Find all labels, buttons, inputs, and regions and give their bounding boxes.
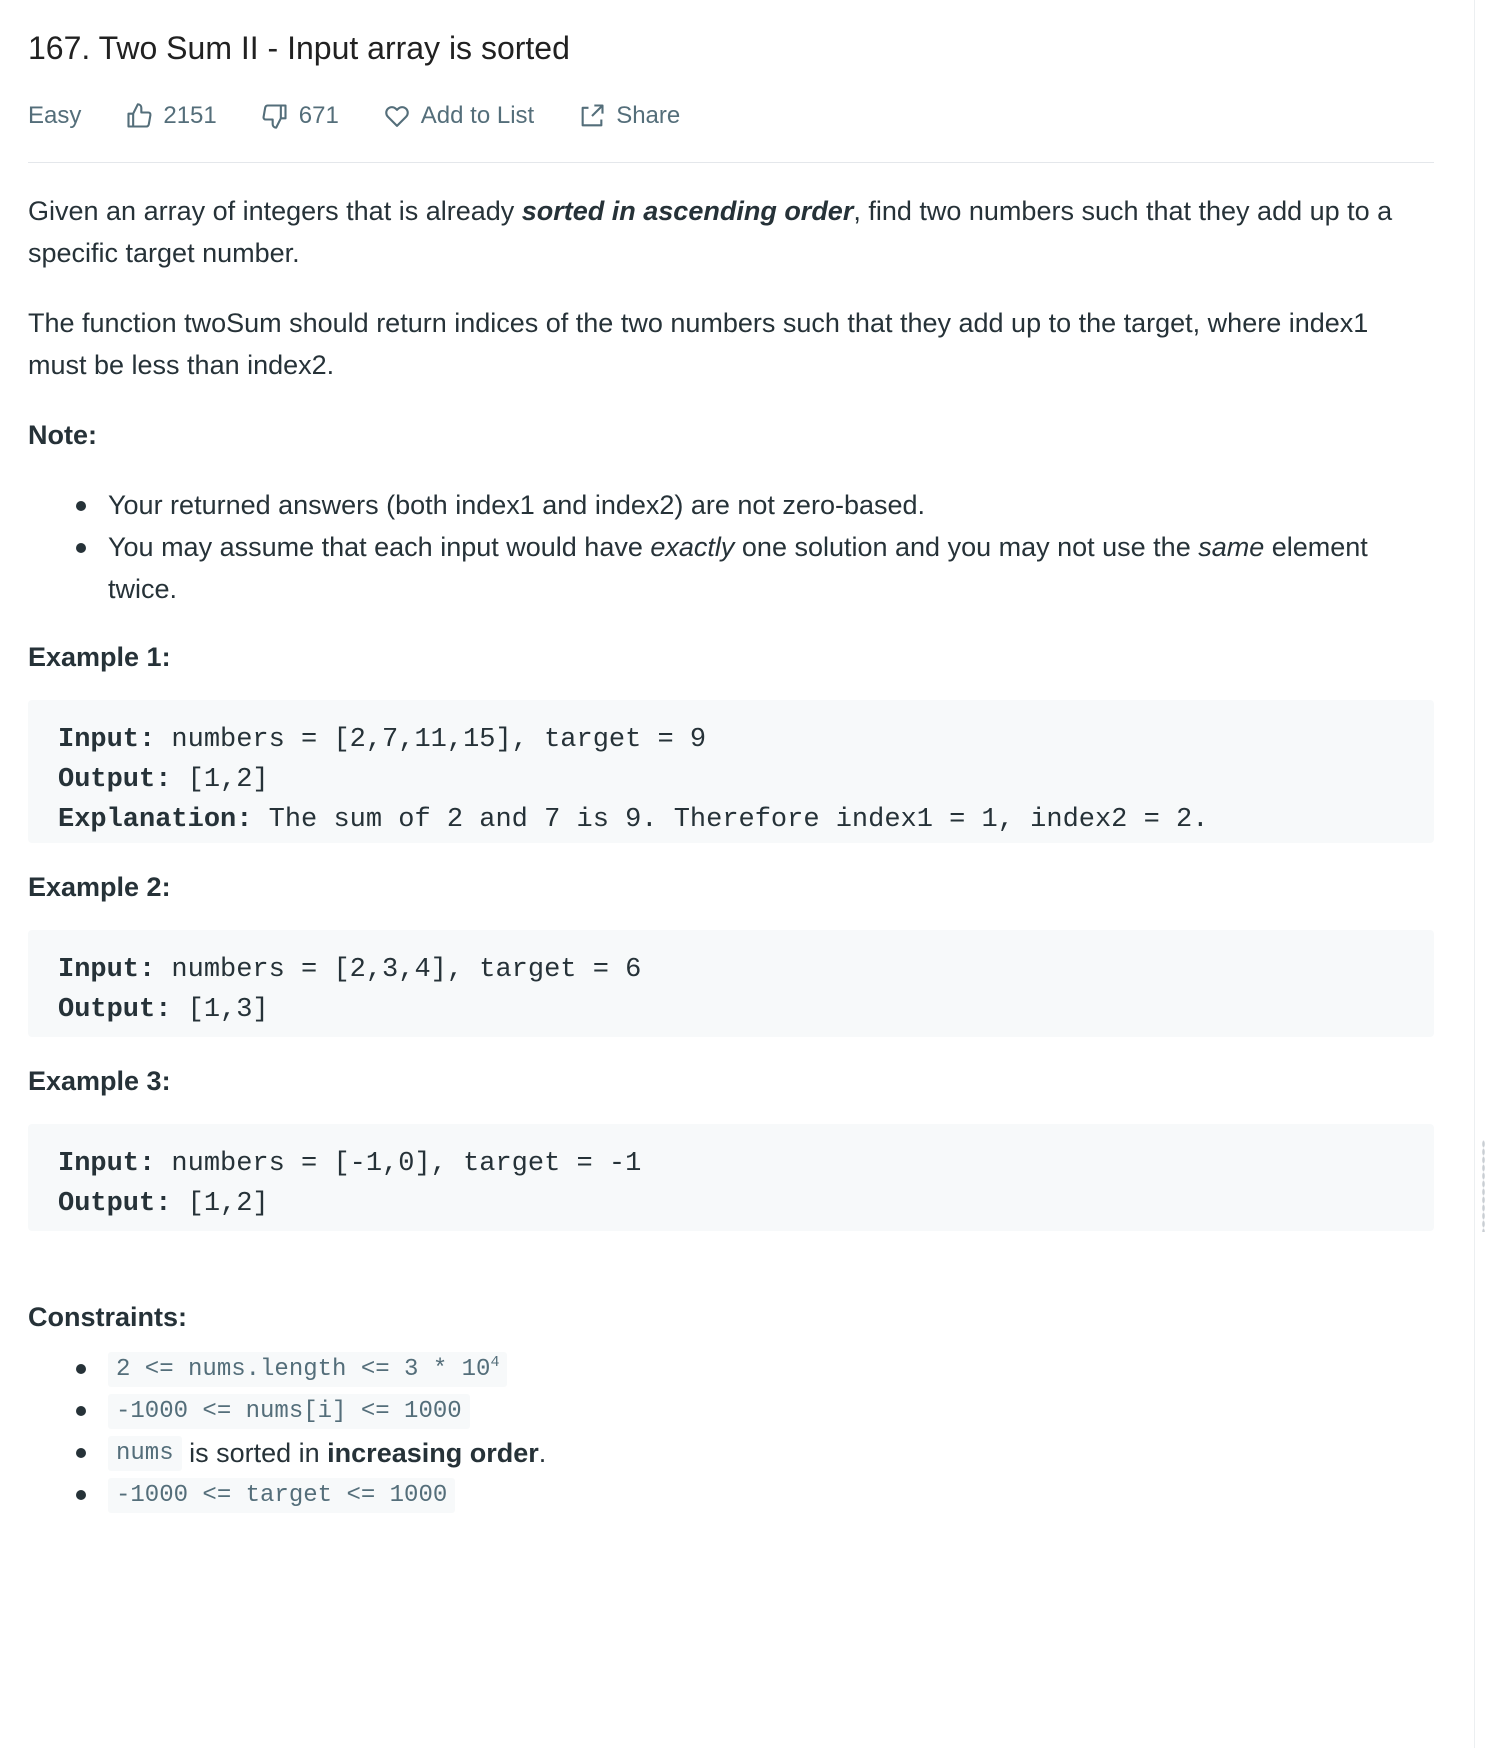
note-item — [28, 526, 1434, 610]
explanation-label: Explanation: — [58, 805, 253, 835]
share-label: Share — [616, 102, 681, 129]
heart-icon — [383, 102, 411, 130]
constraint-code — [108, 1352, 507, 1387]
thumbs-up-icon — [125, 102, 153, 130]
constraint-code-text: 2 <= nums.length <= 3 * 10 — [116, 1355, 491, 1383]
note-list — [28, 484, 1434, 610]
constraints-heading: Constraints: — [28, 1302, 188, 1332]
thumbs-down-icon — [261, 102, 289, 130]
note-emphasis: same — [1198, 532, 1265, 562]
output-label: Output: — [58, 995, 172, 1025]
constraint-text: is sorted in — [181, 1437, 328, 1468]
example-2-heading: Example 2: — [28, 872, 171, 902]
description-paragraph-1 — [28, 190, 1434, 274]
description-text: Given an array of integers that is already — [28, 196, 522, 226]
example-3-block — [28, 1124, 1434, 1231]
meta-divider — [28, 162, 1434, 163]
constraint-item — [28, 1390, 1434, 1432]
constraint-code: nums — [108, 1436, 182, 1471]
note-text: element twice. — [108, 532, 1368, 604]
description-paragraph-2: The function twoSum should return indices of the two numbers such that they add up to the target, where index1 must be less than index2. — [28, 308, 1369, 380]
input-label: Input: — [58, 1149, 156, 1179]
input-label: Input: — [58, 955, 156, 985]
output-value: [1,2] — [171, 765, 269, 795]
constraint-item — [28, 1474, 1434, 1516]
constraint-item — [28, 1432, 1434, 1474]
output-value: [1,3] — [171, 995, 269, 1025]
add-to-list-button[interactable] — [383, 102, 534, 130]
problem-title: 167. Two Sum II - Input array is sorted — [28, 30, 570, 66]
output-value: [1,2] — [171, 1189, 269, 1219]
example-1-heading: Example 1: — [28, 642, 171, 672]
problem-meta-bar — [28, 96, 724, 136]
constraint-exponent: 4 — [490, 1353, 500, 1371]
share-button[interactable] — [578, 102, 680, 130]
constraint-code: -1000 <= nums[i] <= 1000 — [108, 1394, 470, 1429]
output-label: Output: — [58, 1189, 172, 1219]
explanation-value: The sum of 2 and 7 is 9. Therefore index1 = 1, index2 = 2. — [252, 805, 1209, 835]
input-label: Input: — [58, 725, 156, 755]
constraint-strong: increasing order — [327, 1437, 539, 1468]
dislike-button[interactable] — [261, 102, 339, 130]
input-value: numbers = [2,3,4], target = 6 — [155, 955, 642, 985]
dislike-count: 671 — [298, 102, 339, 129]
note-heading: Note: — [28, 420, 97, 450]
constraint-item — [28, 1348, 1434, 1390]
constraint-text: . — [538, 1437, 547, 1468]
difficulty-label: Easy — [28, 102, 82, 129]
example-2-block — [28, 930, 1434, 1037]
note-text: one solution and you may not use the — [734, 532, 1199, 562]
add-to-list-label: Add to List — [420, 102, 535, 129]
panel-edge — [1474, 0, 1475, 1748]
example-1-block — [28, 700, 1434, 843]
note-item: Your returned answers (both index1 and index2) are not zero-based. — [28, 484, 1434, 526]
output-label: Output: — [58, 765, 172, 795]
description-text: , find two numbers such that they add up to a specific target number. — [28, 196, 1393, 268]
constraint-code: -1000 <= target <= 1000 — [108, 1478, 455, 1513]
input-value: numbers = [-1,0], target = -1 — [155, 1149, 642, 1179]
example-3-heading: Example 3: — [28, 1066, 171, 1096]
constraints-list — [28, 1348, 1434, 1516]
like-button[interactable] — [125, 102, 216, 130]
note-text: You may assume that each input would have — [108, 532, 651, 562]
resize-handle[interactable] — [1482, 1140, 1485, 1232]
note-emphasis: exactly — [650, 532, 735, 562]
share-icon — [578, 102, 606, 130]
description-emphasis: sorted in ascending order — [521, 196, 854, 226]
input-value: numbers = [2,7,11,15], target = 9 — [155, 725, 707, 755]
like-count: 2151 — [163, 102, 217, 129]
